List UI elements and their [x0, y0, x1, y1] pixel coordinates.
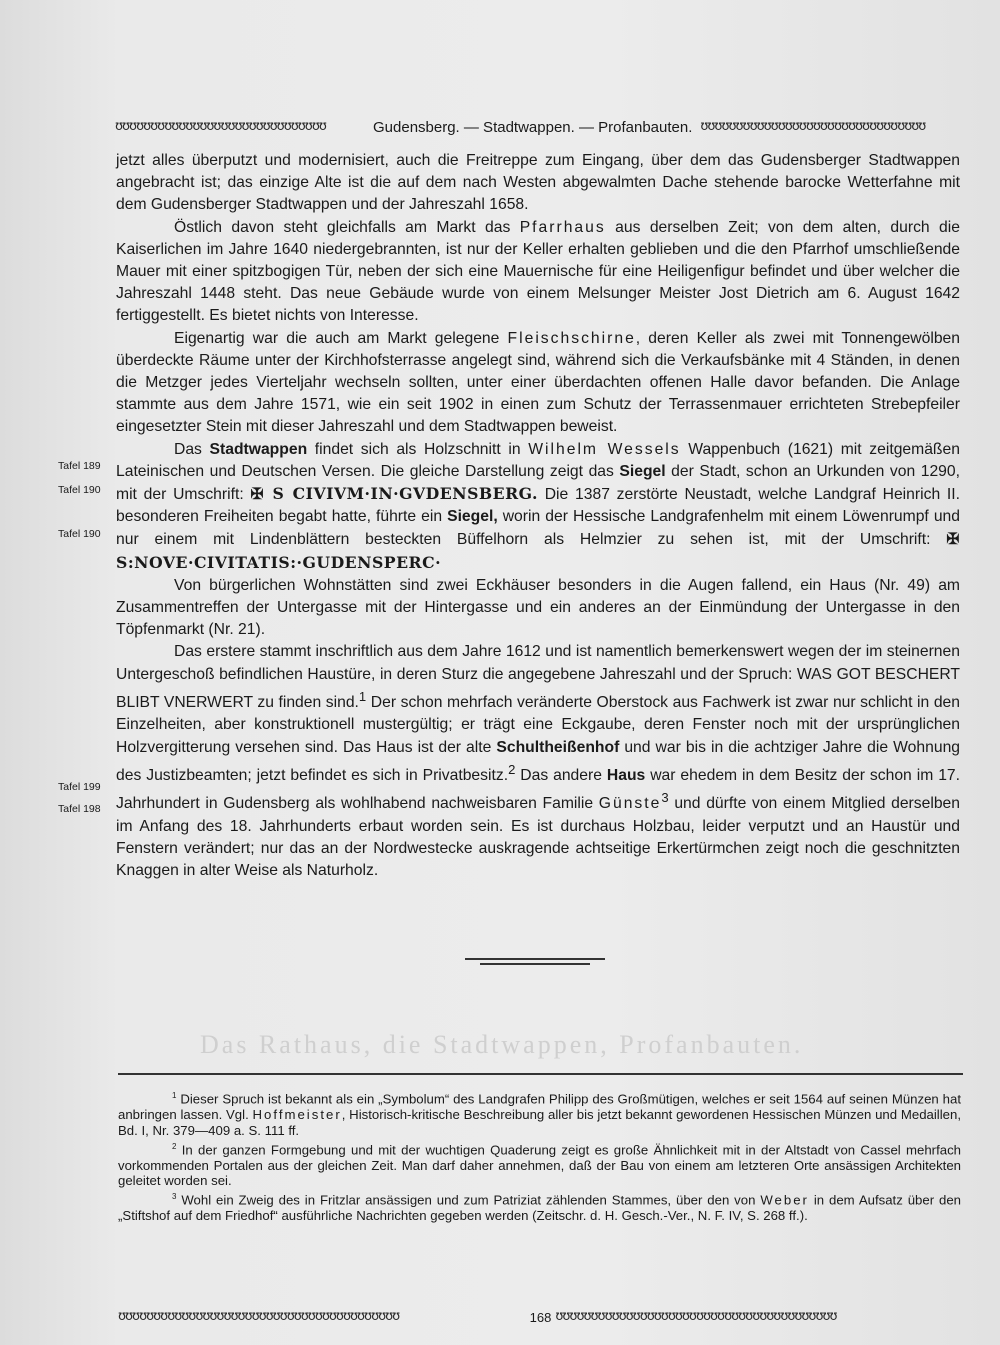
- margin-note: Tafel 189: [58, 460, 101, 472]
- footnote-ref: 3: [661, 790, 669, 806]
- header-title: Gudensberg. — Stadtwappen. — Profanbauten.: [373, 118, 693, 136]
- footnote-rule: [118, 1073, 963, 1075]
- header-ornament-left: ʊʊʊʊʊʊʊʊʊʊʊʊʊʊʊʊʊʊʊʊʊʊʊʊʊʊʊʊʊʊ: [115, 119, 326, 134]
- section-divider: [465, 955, 605, 969]
- seal-legend: ✠ S CIVIVM·IN·GVDENSBERG.: [250, 484, 538, 504]
- footer-ornament-left: ʊʊʊʊʊʊʊʊʊʊʊʊʊʊʊʊʊʊʊʊʊʊʊʊʊʊʊʊʊʊʊʊʊʊʊʊʊʊʊʊ: [118, 1309, 400, 1324]
- seal-legend: ✠ S:NOVE·CIVITATIS:·GUDENSPERC·: [116, 529, 960, 572]
- paragraph-6: Das erstere stammt inschriftlich aus dem Jahre 1612 und ist namentlich bemerkenswert wegen der im steinernen Untergeschoß befindlichen Haustüre, in deren Sturz die angegebene Jahreszahl und der Spruch: WAS GOT BESCHERT BLIBT VNERWERT zu finden sind.$^1$ Der schon mehrfach veränderte Oberstock aus Fachwerk ist zwar nur schlicht in den Einzelheiten, aber konstruktionell mustergültig; er trägt eine Eckgaube, deren Fenster noch mit der ursprünglichen Holzvergitterung versehen sind. Das Haus ist der alte Schultheißenhof und war bis in die achtziger Jahre die Wohnung des Justizbeamten; jetzt befindet es sich in Privatbesitz.$^2$ Das andere Haus war ehedem in dem Besitz der schon im 17. Jahrhundert in Gudensberg als wohlhabend nachweisbaren Familie Günste$^3$ und dürfte von einem Mitglied derselben im Anfang des 18. Jahrhunderts erbaut worden sein. Es ist durchaus Holzbau, leider verputzt und an Haustür und Fenstern verändert; nur das an der Nordwestecke auskragende achtseitige Erkertürmchen zeigt noch die geschnitzten Knaggen in alter Weise als Naturholz.: [116, 643, 961, 879]
- margin-note: Tafel 190: [58, 528, 101, 540]
- spaced-term: Fleischschirne: [507, 329, 636, 347]
- paragraph-2: Östlich davon steht gleichfalls am Markt das Pfarrhaus aus derselben Zeit; von dem alten, durch die Kaiserlichen im Jahre 1640 niedergebrannten, ist nur der Keller erhalten geblieben und die den Pfarrhof umschließende Mauer mit einer spitzbogigen Tür, neben der sich eine Mauernische für eine Heiligenfigur befindet und über welcher die Jahreszahl 1448 steht. Das neue Gebäude wurde von einem Melsunger Meister Jost Dietrich am 6. August 1642 fertiggestellt. Es bietet nichts von Interesse.: [116, 218, 960, 325]
- paragraph-3: Eigenartig war die auch am Markt gelegene Fleischschirne, deren Keller als zwei mit Tonnengewölben überdeckte Räume unter der Kirchhofsterrasse angelegt sind, während sich die Verkaufsbänke mit 4 Ständen, in denen die Metzger jedes Vierteljahr wechseln sollten, unter einer überdachten offenen Halle davor befanden. Die Anlage stammte aus dem Jahre 1571, wie ein seit 1902 in einen zum Schutz der Terrassenmauer errichteten Strebepfeiler eingesetzter Stein mit dieser Jahreszahl und dem Stadtwappen beweist.: [116, 329, 961, 436]
- page-number: 168: [529, 1309, 552, 1325]
- bold-term: Haus: [606, 766, 646, 784]
- bold-term: Siegel,: [447, 508, 498, 526]
- paragraph-4: Das Stadtwappen findet sich als Holzschnitt in Wilhelm Wessels Wappenbuch (1621) mit zeitgemäßen Lateinischen und Deutschen Versen. Die gleiche Darstellung zeigt das Siegel der Stadt, schon an Urkunden von 1290, mit der Umschrift: ✠ S CIVIVM·IN·GVDENSBERG. Die 1387 zerstörte Neustadt, welche Landgraf Heinrich II. besonderen Freiheiten begabt hatte, führte ein Siegel, worin der Hessische Landgrafenhelm mit einem Löwenrumpf und nur einem mit Lindenblättern besteckten Büffelhorn als Helmzier zu sehen ist, mit der Umschrift: ✠ S:NOVE·CIVITATIS:·GUDENSPERC·: [116, 440, 960, 572]
- footer-ornament-right: ʊʊʊʊʊʊʊʊʊʊʊʊʊʊʊʊʊʊʊʊʊʊʊʊʊʊʊʊʊʊʊʊʊʊʊʊʊʊʊʊ: [555, 1309, 837, 1324]
- bleed-through-text: Das Rathaus, die Stadtwappen, Profanbauten.: [200, 1030, 804, 1059]
- footnotes: [118, 1088, 961, 1224]
- footnote-ref: 2: [508, 761, 516, 777]
- footnote-ref: 1: [358, 688, 367, 704]
- margin-note: Tafel 198: [58, 803, 101, 815]
- footnote-3: $^3$ Wohl ein Zweig des in Fritzlar ansässigen und zum Patriziat zählenden Stammes, über den von Weber in dem Aufsatz über den „Stiftshof auf dem Friedhof“ ausführliche Nachrichten gegeben werden (Zeitschr. d. H. Gesch.-Ver., N. F. IV, S. 268 ff.).: [118, 1192, 962, 1224]
- spaced-term: Pfarrhaus: [519, 218, 606, 236]
- paragraph-5: Von bürgerlichen Wohnstätten sind zwei Eckhäuser besonders in die Augen fallend, ein Haus (Nr. 49) am Zusammentreffen der Untergasse mit der Hintergasse und ein anderes an der Einmündung der Untergasse in den Töpfenmarkt (Nr. 21).: [116, 576, 960, 639]
- bold-term: Siegel: [619, 462, 666, 480]
- header-ornament-right: ʊʊʊʊʊʊʊʊʊʊʊʊʊʊʊʊʊʊʊʊʊʊʊʊʊʊʊʊʊʊʊʊ: [700, 119, 926, 134]
- spaced-term: Günste: [598, 795, 662, 813]
- margin-note: Tafel 199: [58, 781, 101, 793]
- running-footer: [118, 1308, 963, 1326]
- paragraph-1: jetzt alles überputzt und modernisiert, auch die Freitreppe zum Eingang, über dem das Gudensberger Stadtwappen angebracht ist; das einzige Alte ist die auf dem nach Westen abgewalmten Dache stehende barocke Wetterfahne mit dem Gudensberger Stadtwappen und der Jahreszahl 1658.: [116, 152, 960, 214]
- footnote-2: $^2$ In der ganzen Formgebung und mit der wuchtigen Quaderung zeigt es große Ähnlichkeit mit in der Altstadt von Cassel mehrfach vorkommenden Portalen aus der gleichen Zeit. Man darf daher annehmen, daß der Bau von einem am letzteren Orte ansässigen Architekten geleitet worden sei.: [118, 1141, 961, 1189]
- main-text: [116, 150, 960, 882]
- spaced-term: Wilhelm Wessels: [528, 440, 681, 458]
- bold-term: Schultheißenhof: [496, 738, 620, 756]
- margin-note: Tafel 190: [58, 484, 101, 496]
- footnote-1: $^1$ Dieser Spruch ist bekannt als ein „Symbolum“ des Landgrafen Philipp des Großmütigen, welches er seit 1564 auf seinen Münzen hat anbringen lassen. Vgl. Hoffmeister, Historisch-kritische Beschreibung aller bis jetzt bekannt gewordenen Hessischen Münzen und Medaillen, Bd. I, Nr. 379—409 a. S. 111 ff.: [118, 1091, 961, 1138]
- running-header: [115, 117, 960, 137]
- bold-term: Stadtwappen: [209, 440, 308, 458]
